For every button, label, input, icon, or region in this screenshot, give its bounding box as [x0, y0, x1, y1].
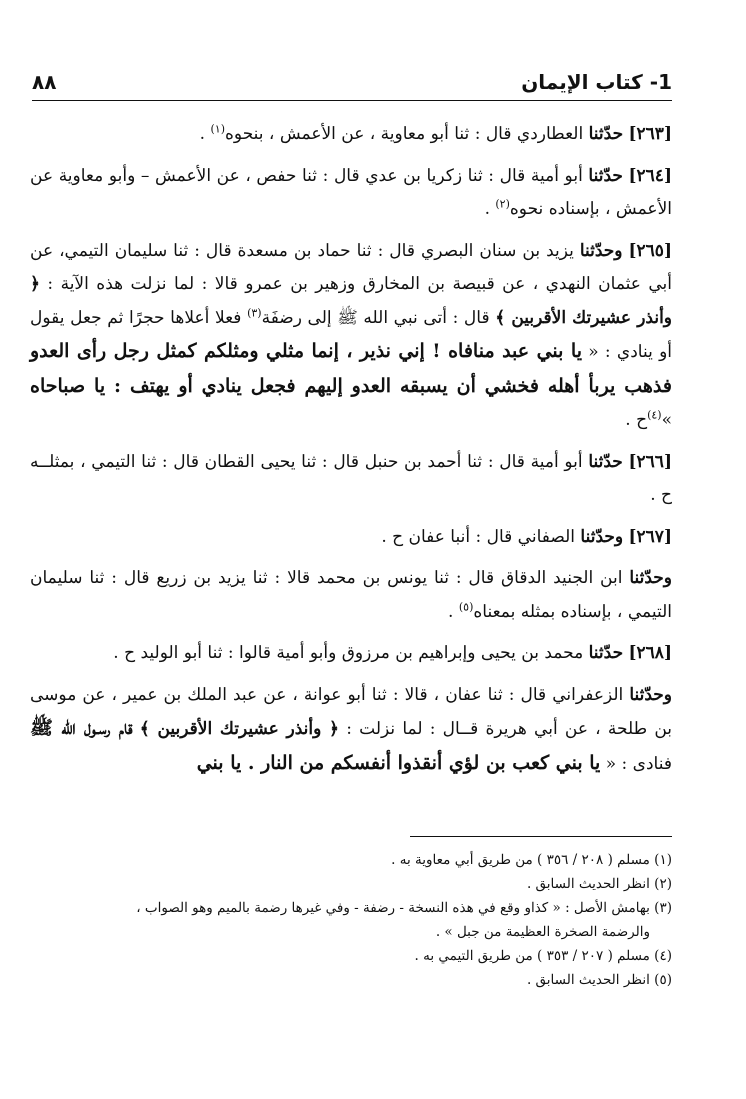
hadith-paragraph	[30, 521, 672, 555]
footnote-number: (١)	[654, 852, 672, 868]
narration-lead: حدّثنا	[588, 451, 623, 472]
footnote	[30, 896, 672, 920]
hadith-number: [٢٦٥]	[628, 240, 672, 261]
quran-verse: ﴿ وأنذر عشيرتك الأقربين ﴾	[139, 719, 339, 739]
footnote-number: (٥)	[654, 972, 672, 988]
hadith-number: [٢٦٤]	[628, 165, 672, 186]
narration-text	[133, 719, 140, 739]
footnote-rule	[410, 836, 672, 837]
footnote	[30, 968, 672, 992]
narration-lead: حدّثنا	[588, 643, 624, 663]
footnote-number: (٤)	[654, 948, 672, 964]
footnote-continuation	[30, 920, 672, 944]
footnote-text: انظر الحديث السابق .	[526, 876, 650, 892]
hadith-number: [٢٦٧]	[628, 526, 672, 547]
footnote-number: (٣)	[654, 900, 672, 916]
narration-lead: حدّثنا	[588, 165, 623, 186]
footnote-text: انظر الحديث السابق .	[526, 972, 650, 988]
footnote-text: والرضمة الصخرة العظيمة من جبل » .	[435, 924, 650, 940]
narration-text: أبو أمية قال : ثنا زكريا بن عدي قال : ثنا حفص ، عن الأعمش – وأبو معاوية عن الأعمش ، بإسناده نحوه	[30, 165, 672, 219]
hadith-paragraph	[30, 679, 672, 782]
narration-tail: .	[448, 601, 459, 622]
narration-tail: ح .	[625, 410, 648, 430]
page-number: ٨٨	[32, 70, 57, 94]
narration-text: الصفاني قال : أنبا عفان ح .	[381, 526, 581, 547]
narration-text: يزيد بن سنان البصري قال : ثنا حماد بن مسعدة قال : ثنا سليمان التيمي، عن أبي عثمان النهدي ، عن قبيصة بن المخارق وزهير بن عمرو قالا : لما نزلت هذه الآية :	[30, 240, 672, 294]
narration-lead: وحدّثنا	[629, 684, 672, 705]
narration-tail: .	[199, 124, 211, 144]
narration-tail: »	[661, 410, 672, 430]
narration-lead: وحدّثنا	[580, 526, 624, 547]
narration-emphasis: قام رسـول الله ﷺ	[30, 717, 133, 739]
narration-text: الزعفراني قال : ثنا عفان ، قالا : ثنا أبو عوانة ، عن عبد الملك بن عمير ، عن موسى بن طلحة ، عن أبي هريرة قــال : لما نزلت :	[30, 684, 672, 739]
narration-text: ابن الجنيد الدقاق قال : ثنا يونس بن محمد قالا : ثنا يزيد بن زريع قال : ثنا سليمان التيمي ، بإسناده بمثله بمعناه	[30, 568, 672, 622]
footnote-ref: (٣)	[247, 305, 262, 319]
narration-text: قال : أتى نبي الله ﷺ إلى رضفَة	[261, 307, 496, 328]
narration-tail: .	[484, 199, 496, 219]
footnote-ref: (٢)	[495, 197, 510, 211]
page-header	[32, 68, 672, 98]
footnote-ref: (٤)	[647, 408, 662, 422]
footnotes	[30, 848, 672, 992]
footnote-text: بهامش الأصل : « كذاو وقع في هذه النسخة - رضفة - وفي غيرها رضمة بالميم وهو الصواب ،	[136, 900, 650, 916]
hadith-paragraph	[30, 562, 672, 629]
hadith-number: [٢٦٦]	[628, 451, 672, 472]
hadith-paragraph	[30, 446, 672, 513]
narration-text: العطاردي قال : ثنا أبو معاوية ، عن الأعمش ، بنحوه	[225, 124, 589, 144]
main-text	[30, 118, 672, 789]
prophetic-saying: يا بني عبد منافاه ! إني نذير ، إنما مثلي ومثلكم كمثل رجل رأى العدو فذهب يربأ أهله فخشي أن يسبقه العدو إليهم فجعل ينادي أو يهتف : يا صباحاه	[30, 340, 672, 397]
hadith-number: [٢٦٣]	[628, 124, 672, 144]
narration-text: محمد بن يحيى وإبراهيم بن مرزوق وأبو أمية قالوا : ثنا أبو الوليد ح .	[113, 643, 589, 663]
footnote	[30, 872, 672, 896]
narration-text: فعلا أعلاها حجرًا ثم جعل يقول أو ينادي : «	[30, 307, 672, 362]
narration-lead: وحدّثنا	[629, 568, 672, 588]
footnote-ref: (١)	[210, 122, 225, 136]
header-rule	[32, 100, 672, 101]
hadith-paragraph	[30, 637, 672, 671]
narration-text: فنادى : «	[600, 753, 672, 774]
footnote-text: مسلم ( ٢٠٧ / ٣٥٣ ) من طريق التيمي به .	[414, 948, 650, 964]
hadith-paragraph	[30, 160, 672, 227]
hadith-paragraph	[30, 235, 672, 438]
prophetic-saying: يا بني كعب بن لؤي أنقذوا أنفسكم من النار . يا بني	[196, 751, 601, 774]
footnote	[30, 848, 672, 872]
narration-text: أبو أمية قال : ثنا أحمد بن حنبل قال : ثنا يحيى القطان قال : ثنا التيمي ، بمثلــه ح .	[30, 451, 672, 505]
quran-verse: ﴿ وأنذر عشيرتك الأقربين ﴾	[30, 274, 672, 328]
footnote-ref: (٥)	[458, 599, 474, 613]
hadith-number: [٢٦٨]	[628, 643, 672, 663]
footnote-text: مسلم ( ٢٠٨ / ٣٥٦ ) من طريق أبي معاوية به .	[391, 852, 650, 868]
narration-lead: حدّثنا	[588, 124, 624, 144]
chapter-title: 1- كتاب الإيمان	[521, 70, 672, 94]
hadith-paragraph	[30, 118, 672, 152]
footnote-number: (٢)	[654, 876, 672, 892]
footnote	[30, 944, 672, 968]
narration-lead: وحدّثنا	[579, 240, 623, 261]
